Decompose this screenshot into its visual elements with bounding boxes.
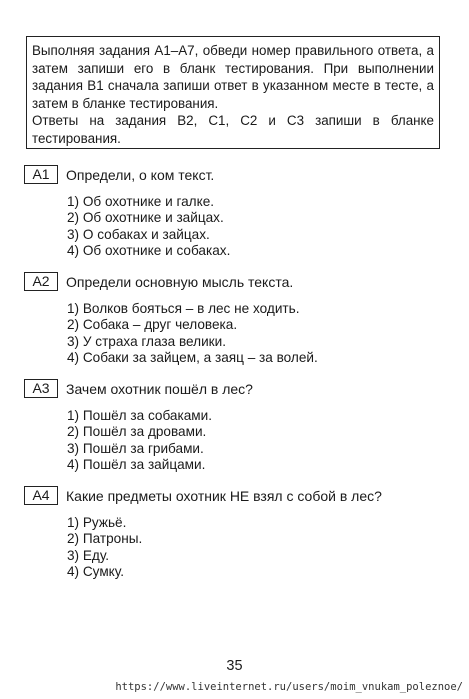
answer-option[interactable]: 4) Сумку. bbox=[67, 563, 124, 579]
answer-option[interactable]: 1) Волков бояться – в лес не ходить. bbox=[67, 301, 300, 316]
answer-options bbox=[24, 194, 444, 259]
answer-option[interactable]: 2) Собака – друг человека. bbox=[67, 317, 238, 333]
answer-option[interactable]: 4) Об охотнике и собаках. bbox=[67, 242, 231, 258]
answer-options bbox=[24, 515, 444, 580]
answer-options bbox=[24, 301, 444, 366]
page-number: 35 bbox=[226, 658, 243, 674]
question-text: Зачем охотник пошёл в лес? bbox=[66, 380, 253, 397]
answer-option[interactable]: 1) Об охотнике и галке. bbox=[67, 194, 215, 209]
question-number-badge: А1 bbox=[24, 165, 58, 184]
answer-option[interactable]: 3) Еду. bbox=[67, 547, 110, 563]
question-number-badge: А3 bbox=[24, 379, 58, 398]
answer-option[interactable]: 3) У страха глаза велики. bbox=[67, 333, 226, 349]
question-text: Какие предметы охотник НЕ взял с собой в лес? bbox=[66, 487, 382, 504]
question-number-badge: А2 bbox=[24, 272, 58, 291]
footer-url[interactable]: https://www.liveinternet.ru/users/moim_vnukam_poleznoe/ bbox=[115, 681, 463, 693]
answer-option[interactable]: 1) Ружьё. bbox=[67, 515, 127, 530]
question-a2 bbox=[24, 271, 444, 366]
answer-option[interactable]: 2) Об охотнике и зайцах. bbox=[67, 210, 224, 226]
answer-option[interactable]: 3) Пошёл за грибами. bbox=[67, 440, 204, 456]
question-a1 bbox=[24, 164, 444, 259]
answer-option[interactable]: 2) Пошёл за дровами. bbox=[67, 424, 207, 440]
question-number-badge: А4 bbox=[24, 486, 58, 505]
instructions-text: Выполняя задания А1–А7, обведи номер правильного ответа, а затем запиши его в бланк тестирования. При выполнении задания В1 сначала запиши ответ в указанном месте в тесте, а затем в бланке тестирования. bbox=[32, 43, 434, 111]
answer-option[interactable]: 1) Пошёл за собаками. bbox=[67, 408, 213, 423]
instructions-text: Ответы на задания В2, С1, С2 и С3 запиши в бланке тестирования. bbox=[32, 113, 434, 146]
answer-option[interactable]: 4) Пошёл за зайцами. bbox=[67, 456, 206, 472]
answer-option[interactable]: 4) Собаки за зайцем, а заяц – за волей. bbox=[67, 349, 318, 365]
answer-option[interactable]: 3) О собаках и зайцах. bbox=[67, 226, 210, 242]
question-a4 bbox=[24, 485, 444, 580]
instructions-box bbox=[26, 36, 440, 149]
question-a3 bbox=[24, 378, 444, 473]
question-text: Определи, о ком текст. bbox=[66, 166, 215, 183]
question-text: Определи основную мысль текста. bbox=[66, 273, 294, 290]
answer-option[interactable]: 2) Патроны. bbox=[67, 531, 143, 547]
answer-options bbox=[24, 408, 444, 473]
